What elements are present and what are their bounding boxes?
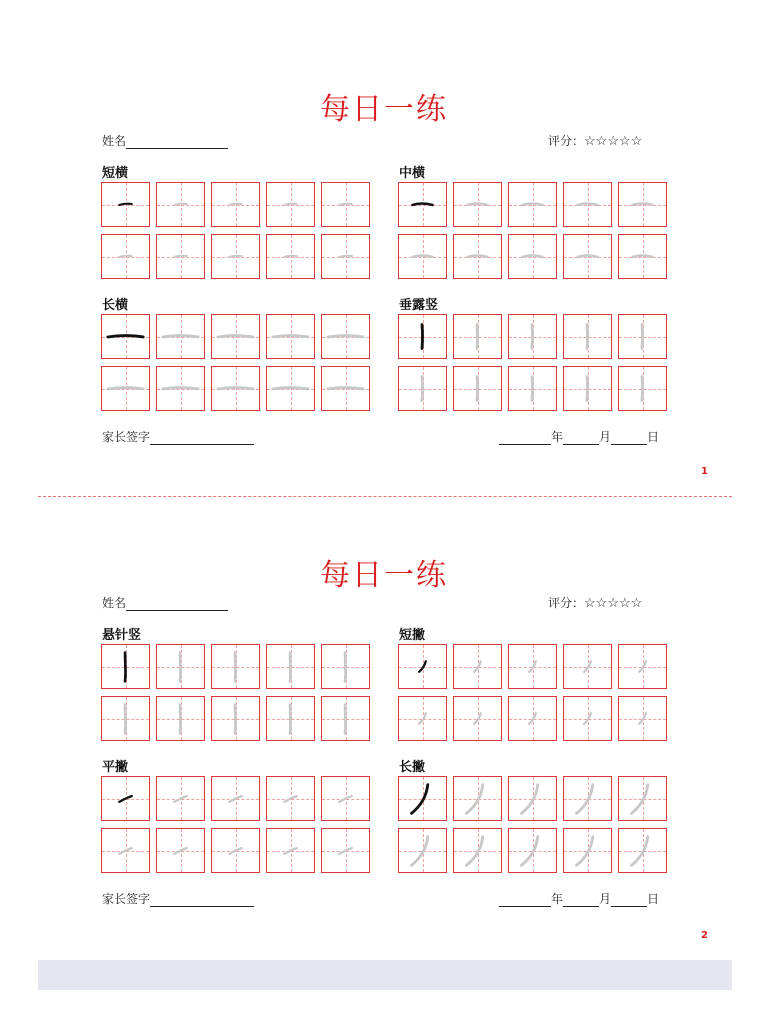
day-label: 日: [647, 892, 660, 906]
example-stroke-icon: [399, 315, 446, 358]
trace-stroke-icon: [212, 645, 259, 688]
trace-stroke-icon: [102, 235, 149, 278]
practice-cell[interactable]: [563, 182, 612, 227]
star-rating-icon[interactable]: ☆☆☆☆☆: [584, 596, 643, 611]
practice-cell[interactable]: [563, 644, 612, 689]
practice-cell[interactable]: [398, 314, 447, 359]
practice-cell[interactable]: [618, 234, 667, 279]
practice-cell[interactable]: [563, 696, 612, 741]
practice-cell[interactable]: [156, 776, 205, 821]
practice-cell[interactable]: [563, 828, 612, 873]
trace-stroke-icon: [454, 235, 501, 278]
trace-stroke-icon: [564, 183, 611, 226]
practice-cell[interactable]: [618, 644, 667, 689]
practice-cell[interactable]: [563, 366, 612, 411]
parent-sign-label: 家长签字: [102, 430, 151, 444]
practice-cell[interactable]: [211, 366, 260, 411]
trace-stroke-icon: [212, 777, 259, 820]
practice-cell[interactable]: [453, 644, 502, 689]
signature-blank[interactable]: [150, 432, 254, 445]
practice-cell[interactable]: [101, 828, 150, 873]
trace-stroke-icon: [157, 315, 204, 358]
practice-cell[interactable]: [398, 776, 447, 821]
trace-stroke-icon: [212, 367, 259, 410]
trace-stroke-icon: [267, 367, 314, 410]
practice-cell[interactable]: [211, 696, 260, 741]
practice-cell[interactable]: [563, 776, 612, 821]
practice-cell[interactable]: [321, 696, 370, 741]
section-label: 中横: [399, 166, 426, 181]
trace-stroke-icon: [509, 645, 556, 688]
trace-stroke-icon: [619, 315, 666, 358]
practice-cell[interactable]: [266, 182, 315, 227]
practice-cell[interactable]: [398, 234, 447, 279]
practice-cell[interactable]: [101, 644, 150, 689]
page-number: 2: [701, 930, 708, 941]
month-label: 月: [599, 430, 612, 444]
trace-stroke-icon: [157, 777, 204, 820]
practice-cell[interactable]: [211, 182, 260, 227]
practice-cell[interactable]: [453, 828, 502, 873]
practice-cell[interactable]: [618, 696, 667, 741]
trace-stroke-icon: [564, 777, 611, 820]
practice-cell[interactable]: [156, 644, 205, 689]
practice-cell[interactable]: [321, 644, 370, 689]
footer-bar: [38, 960, 732, 990]
practice-cell[interactable]: [453, 776, 502, 821]
section-label: 长撇: [399, 760, 426, 775]
practice-cell[interactable]: [398, 828, 447, 873]
name-blank[interactable]: [126, 136, 228, 149]
practice-cell[interactable]: [453, 234, 502, 279]
trace-stroke-icon: [509, 829, 556, 872]
example-stroke-icon: [399, 183, 446, 226]
practice-cell[interactable]: [266, 366, 315, 411]
practice-cell[interactable]: [266, 234, 315, 279]
practice-cell[interactable]: [398, 182, 447, 227]
practice-cell[interactable]: [101, 366, 150, 411]
name-field: [102, 132, 228, 149]
practice-cell[interactable]: [156, 828, 205, 873]
trace-stroke-icon: [619, 645, 666, 688]
trace-stroke-icon: [212, 183, 259, 226]
practice-cell[interactable]: [508, 182, 557, 227]
trace-stroke-icon: [322, 829, 369, 872]
trace-stroke-icon: [267, 183, 314, 226]
month-blank[interactable]: [563, 432, 599, 445]
practice-cell[interactable]: [618, 776, 667, 821]
trace-stroke-icon: [509, 367, 556, 410]
trace-stroke-icon: [454, 777, 501, 820]
practice-cell[interactable]: [156, 314, 205, 359]
trace-stroke-icon: [212, 829, 259, 872]
trace-stroke-icon: [399, 235, 446, 278]
practice-cell[interactable]: [453, 182, 502, 227]
example-stroke-icon: [102, 183, 149, 226]
trace-stroke-icon: [399, 367, 446, 410]
trace-stroke-icon: [322, 697, 369, 740]
section-label: 平撇: [102, 760, 129, 775]
name-label: 姓名: [102, 134, 127, 148]
trace-stroke-icon: [509, 777, 556, 820]
practice-cell[interactable]: [211, 644, 260, 689]
practice-cell[interactable]: [101, 234, 150, 279]
practice-cell[interactable]: [321, 234, 370, 279]
practice-cell[interactable]: [453, 696, 502, 741]
trace-stroke-icon: [212, 315, 259, 358]
practice-cell[interactable]: [101, 182, 150, 227]
example-stroke-icon: [399, 645, 446, 688]
practice-cell[interactable]: [266, 644, 315, 689]
trace-stroke-icon: [322, 777, 369, 820]
practice-cell[interactable]: [156, 696, 205, 741]
trace-stroke-icon: [102, 697, 149, 740]
trace-stroke-icon: [454, 645, 501, 688]
practice-cell[interactable]: [321, 366, 370, 411]
section-label: 短横: [102, 166, 129, 181]
trace-stroke-icon: [267, 235, 314, 278]
practice-cell[interactable]: [508, 366, 557, 411]
score-field: [548, 132, 642, 149]
page-title: 每日一练: [320, 92, 448, 127]
example-stroke-icon: [102, 777, 149, 820]
practice-cell[interactable]: [156, 366, 205, 411]
trace-stroke-icon: [267, 645, 314, 688]
trace-stroke-icon: [157, 697, 204, 740]
practice-cell[interactable]: [508, 828, 557, 873]
practice-cell[interactable]: [156, 234, 205, 279]
trace-stroke-icon: [454, 829, 501, 872]
signature-blank[interactable]: [150, 894, 254, 907]
practice-cell[interactable]: [101, 696, 150, 741]
trace-stroke-icon: [509, 315, 556, 358]
date-field: [499, 428, 659, 445]
practice-cell[interactable]: [618, 314, 667, 359]
practice-cell[interactable]: [508, 776, 557, 821]
trace-stroke-icon: [157, 235, 204, 278]
parent-sign-label: 家长签字: [102, 892, 151, 906]
date-field: [499, 890, 659, 907]
score-label: 评分：: [548, 596, 585, 610]
year-label: 年: [551, 892, 564, 906]
trace-stroke-icon: [157, 367, 204, 410]
year-label: 年: [551, 430, 564, 444]
month-label: 月: [599, 892, 612, 906]
month-blank[interactable]: [563, 894, 599, 907]
practice-cell[interactable]: [618, 182, 667, 227]
practice-cell[interactable]: [563, 234, 612, 279]
trace-stroke-icon: [509, 235, 556, 278]
trace-stroke-icon: [399, 829, 446, 872]
trace-stroke-icon: [619, 829, 666, 872]
trace-stroke-icon: [454, 697, 501, 740]
practice-cell[interactable]: [398, 644, 447, 689]
section-label: 长横: [102, 298, 129, 313]
practice-cell[interactable]: [156, 182, 205, 227]
trace-stroke-icon: [322, 645, 369, 688]
parent-signature-field: [102, 890, 254, 907]
practice-cell[interactable]: [321, 314, 370, 359]
page-title: 每日一练: [320, 558, 448, 593]
star-rating-icon[interactable]: ☆☆☆☆☆: [584, 134, 643, 149]
trace-stroke-icon: [619, 367, 666, 410]
practice-cell[interactable]: [508, 644, 557, 689]
section-label: 短撇: [399, 628, 426, 643]
score-field: [548, 594, 642, 611]
trace-stroke-icon: [454, 367, 501, 410]
trace-stroke-icon: [322, 367, 369, 410]
trace-stroke-icon: [454, 315, 501, 358]
worksheet-page-1: [0, 0, 768, 477]
score-label: 评分：: [548, 134, 585, 148]
practice-cell[interactable]: [211, 314, 260, 359]
trace-stroke-icon: [564, 235, 611, 278]
practice-cell[interactable]: [211, 828, 260, 873]
practice-cell[interactable]: [266, 696, 315, 741]
name-blank[interactable]: [126, 598, 228, 611]
worksheet-page-2: [0, 466, 768, 941]
practice-cell[interactable]: [321, 776, 370, 821]
trace-stroke-icon: [102, 829, 149, 872]
trace-stroke-icon: [564, 315, 611, 358]
practice-cell[interactable]: [453, 314, 502, 359]
practice-cell[interactable]: [266, 314, 315, 359]
trace-stroke-icon: [509, 697, 556, 740]
trace-stroke-icon: [564, 645, 611, 688]
practice-cell[interactable]: [398, 696, 447, 741]
trace-stroke-icon: [157, 183, 204, 226]
trace-stroke-icon: [564, 697, 611, 740]
trace-stroke-icon: [267, 697, 314, 740]
practice-cell[interactable]: [211, 776, 260, 821]
trace-stroke-icon: [322, 235, 369, 278]
practice-cell[interactable]: [266, 776, 315, 821]
practice-cell[interactable]: [618, 828, 667, 873]
trace-stroke-icon: [322, 183, 369, 226]
practice-cell[interactable]: [508, 696, 557, 741]
example-stroke-icon: [102, 645, 149, 688]
practice-cell[interactable]: [211, 234, 260, 279]
example-stroke-icon: [399, 777, 446, 820]
practice-cell[interactable]: [618, 366, 667, 411]
trace-stroke-icon: [157, 829, 204, 872]
trace-stroke-icon: [454, 183, 501, 226]
trace-stroke-icon: [509, 183, 556, 226]
name-field: [102, 594, 228, 611]
section-label: 悬针竖: [102, 628, 142, 643]
day-blank[interactable]: [611, 432, 647, 445]
year-blank[interactable]: [499, 894, 551, 907]
trace-stroke-icon: [564, 367, 611, 410]
trace-stroke-icon: [564, 829, 611, 872]
name-label: 姓名: [102, 596, 127, 610]
trace-stroke-icon: [267, 315, 314, 358]
practice-cell[interactable]: [563, 314, 612, 359]
trace-stroke-icon: [102, 367, 149, 410]
practice-cell[interactable]: [453, 366, 502, 411]
trace-stroke-icon: [212, 235, 259, 278]
practice-cell[interactable]: [321, 182, 370, 227]
trace-stroke-icon: [619, 235, 666, 278]
trace-stroke-icon: [267, 829, 314, 872]
parent-signature-field: [102, 428, 254, 445]
practice-cell[interactable]: [508, 314, 557, 359]
practice-cell[interactable]: [508, 234, 557, 279]
trace-stroke-icon: [212, 697, 259, 740]
year-blank[interactable]: [499, 432, 551, 445]
example-stroke-icon: [102, 315, 149, 358]
trace-stroke-icon: [399, 697, 446, 740]
trace-stroke-icon: [267, 777, 314, 820]
trace-stroke-icon: [619, 777, 666, 820]
practice-cell[interactable]: [398, 366, 447, 411]
trace-stroke-icon: [619, 697, 666, 740]
day-label: 日: [647, 430, 660, 444]
practice-cell[interactable]: [101, 776, 150, 821]
trace-stroke-icon: [157, 645, 204, 688]
trace-stroke-icon: [619, 183, 666, 226]
practice-cell[interactable]: [321, 828, 370, 873]
day-blank[interactable]: [611, 894, 647, 907]
practice-cell[interactable]: [266, 828, 315, 873]
page-number: 1: [701, 466, 708, 477]
practice-cell[interactable]: [101, 314, 150, 359]
trace-stroke-icon: [322, 315, 369, 358]
section-label: 垂露竖: [399, 298, 439, 313]
